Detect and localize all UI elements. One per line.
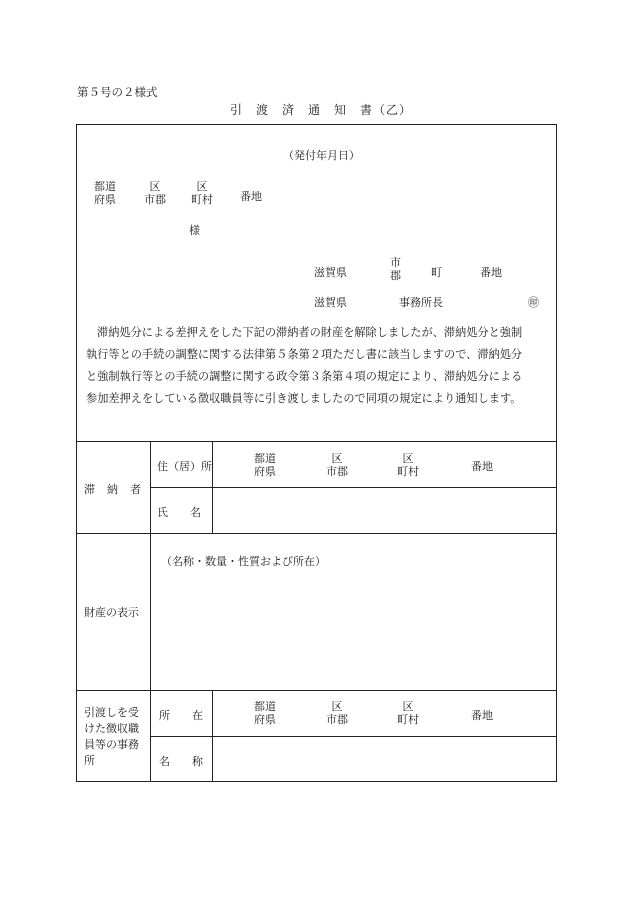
addressee-town-line1: 区 <box>196 180 208 193</box>
receiver-town-line2: 町村 <box>397 713 419 726</box>
delinquent-city-line2: 市郡 <box>326 465 348 478</box>
receiver-name-label: 名 称 <box>159 755 203 768</box>
addressee-pref-line1: 都道 <box>94 180 116 193</box>
name-label: 氏 名 <box>157 506 201 519</box>
addressee-pref-line2: 府県 <box>94 193 116 206</box>
addressee-city-line1: 区 <box>149 180 161 193</box>
receiver-label-line: 所 <box>84 754 95 767</box>
sender-town: 町 <box>431 266 442 279</box>
location-label: 所 在 <box>159 709 203 722</box>
delinquent-prefecture <box>254 452 276 478</box>
notice-body <box>86 322 548 410</box>
seal-mark: ㊞ <box>528 296 539 309</box>
body-line: 参加差押えをしている徴収職員等に引き渡しましたので同項の規定により通知します。 <box>86 392 522 405</box>
delinquent-label: 滞 納 者 <box>84 483 142 496</box>
office-title: 事務所長 <box>399 296 443 309</box>
document-title: 引 渡 済 通 知 書（乙） <box>230 103 413 117</box>
addressee-town <box>191 180 213 206</box>
delinquent-banchi: 番地 <box>471 460 493 473</box>
table-top-divider <box>76 441 557 442</box>
body-line: と強制執行等との手続の調整に関する政令第３条第４項の規定により、滞納処分による <box>86 370 523 383</box>
addressee-prefecture <box>94 180 116 206</box>
body-line: 執行等との手続の調整に関する法律第５条第２項ただし書に該当しますので、滞納処分 <box>86 348 523 361</box>
receiver-town-line1: 区 <box>402 700 414 713</box>
body-line: 滞納処分による差押えをした下記の滞納者の財産を解除しましたが、滞納処分と強制 <box>97 326 523 339</box>
receiver-city <box>326 700 348 726</box>
addressee-banchi: 番地 <box>240 190 262 203</box>
receiver-label-line: 引渡しを受 <box>84 706 139 719</box>
delinquent-city-line1: 区 <box>331 452 343 465</box>
receiver-top-divider <box>76 690 557 691</box>
sender-banchi: 番地 <box>480 266 502 279</box>
receiver-label-line: 員等の事務 <box>84 738 139 751</box>
form-frame <box>76 124 557 782</box>
addressee-town-line2: 町村 <box>191 193 213 206</box>
property-top-divider <box>76 533 557 534</box>
receiver-city-line2: 市郡 <box>326 713 348 726</box>
issue-date: （発付年月日） <box>283 149 360 162</box>
receiver-pref-line1: 都道 <box>254 700 276 713</box>
receiver-prefecture <box>254 700 276 726</box>
addressee-honorific: 様 <box>189 224 200 237</box>
receiver-subcol-divider <box>212 690 213 782</box>
receiver-city-line1: 区 <box>331 700 343 713</box>
delinquent-town-line1: 区 <box>402 452 414 465</box>
sender-city <box>390 256 401 282</box>
delinquent-town <box>397 452 419 478</box>
addressee-city <box>144 180 166 206</box>
sender-city-line2: 郡 <box>390 269 401 282</box>
property-hint: （名称・数量・性質および所在） <box>161 555 326 568</box>
receiver-banchi: 番地 <box>471 709 493 722</box>
address-label: 住（居）所 <box>157 460 212 473</box>
sender-city-line1: 市 <box>390 256 401 269</box>
label-column-divider <box>150 441 151 782</box>
property-label: 財産の表示 <box>84 606 139 619</box>
delinquent-city <box>326 452 348 478</box>
receiver-town <box>397 700 419 726</box>
delinquent-town-line2: 町村 <box>397 465 419 478</box>
receiver-label-line: けた徴収職 <box>84 722 139 735</box>
form-number: 第５号の２様式 <box>77 85 158 99</box>
sender-prefecture: 滋賀県 <box>314 266 347 279</box>
delinquent-pref-line2: 府県 <box>254 465 276 478</box>
addressee-city-line2: 市郡 <box>144 193 166 206</box>
delinquent-pref-line1: 都道 <box>254 452 276 465</box>
receiver-label <box>84 705 139 769</box>
office-prefecture: 滋賀県 <box>314 296 347 309</box>
receiver-pref-line2: 府県 <box>254 713 276 726</box>
delinquent-subcol-divider <box>212 441 213 533</box>
